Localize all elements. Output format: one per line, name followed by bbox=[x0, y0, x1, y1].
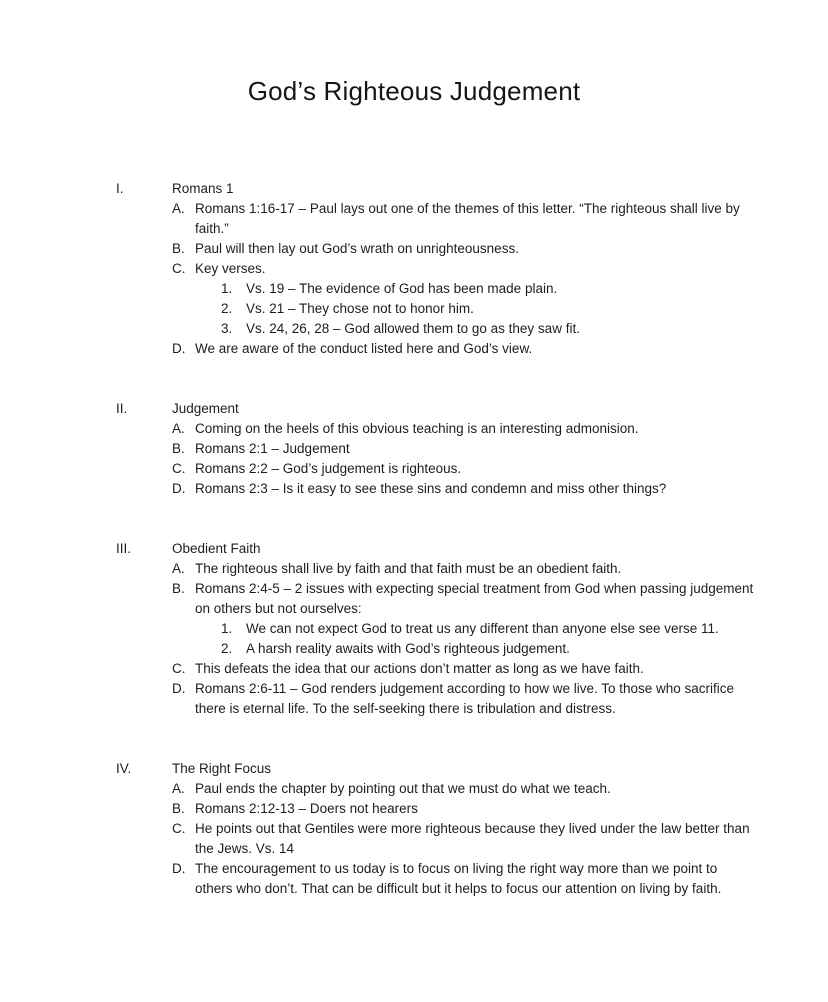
outline-section bbox=[0, 759, 828, 899]
item-text: Key verses. bbox=[195, 261, 266, 276]
subitem-label: 3. bbox=[221, 321, 233, 336]
subitem-label: 1. bbox=[221, 281, 233, 296]
subitem-text: We can not expect God to treat us any different than anyone else see verse 11. bbox=[246, 621, 719, 636]
section-heading: The Right Focus bbox=[172, 761, 272, 776]
subitem-label: 2. bbox=[221, 641, 233, 656]
item-text: Paul will then lay out God’s wrath on unrighteousness. bbox=[195, 241, 519, 256]
outline-row bbox=[0, 659, 828, 679]
outline-row bbox=[0, 479, 828, 499]
item-label: C. bbox=[172, 821, 186, 836]
item-text: Romans 1:16-17 – Paul lays out one of the themes of this letter. “The righteous shall live by faith.” bbox=[195, 201, 740, 236]
item-label: B. bbox=[172, 581, 185, 596]
outline-row bbox=[0, 399, 828, 419]
subitem-text: Vs. 19 – The evidence of God has been made plain. bbox=[246, 281, 558, 296]
item-label: B. bbox=[172, 801, 185, 816]
outline-row bbox=[0, 779, 828, 799]
item-label: B. bbox=[172, 441, 185, 456]
item-text: Romans 2:1 – Judgement bbox=[195, 441, 350, 456]
item-label: C. bbox=[172, 461, 186, 476]
item-text: We are aware of the conduct listed here and God’s view. bbox=[195, 341, 533, 356]
item-text: Coming on the heels of this obvious teaching is an interesting admonision. bbox=[195, 421, 639, 436]
section-heading: Romans 1 bbox=[172, 181, 234, 196]
item-label: C. bbox=[172, 661, 186, 676]
section-numeral: IV. bbox=[116, 761, 132, 776]
outline-section bbox=[0, 539, 828, 719]
section-numeral: III. bbox=[116, 541, 132, 556]
outline-row bbox=[0, 539, 828, 559]
item-text: This defeats the idea that our actions don’t matter as long as we have faith. bbox=[195, 661, 644, 676]
section-heading: Obedient Faith bbox=[172, 541, 261, 556]
outline-row bbox=[0, 559, 828, 579]
item-label: A. bbox=[172, 561, 185, 576]
item-text: Romans 2:6-11 – God renders judgement according to how we live. To those who sacrifice there is eternal life. To the self-seeking there is tribulation and distress. bbox=[195, 681, 735, 716]
outline-row bbox=[0, 579, 828, 619]
section-numeral: II. bbox=[116, 401, 128, 416]
item-text: Romans 2:2 – God’s judgement is righteous. bbox=[195, 461, 462, 476]
item-text: Romans 2:3 – Is it easy to see these sins and condemn and miss other things? bbox=[195, 481, 667, 496]
outline-section bbox=[0, 179, 828, 359]
outline-row bbox=[0, 819, 828, 859]
item-label: B. bbox=[172, 241, 185, 256]
outline-row bbox=[0, 339, 828, 359]
subitem-text: Vs. 21 – They chose not to honor him. bbox=[246, 301, 474, 316]
item-label: D. bbox=[172, 481, 186, 496]
item-text: The encouragement to us today is to focus on living the right way more than we point to others who don’t. That can be difficult but it helps to focus our attention on living by faith. bbox=[195, 861, 722, 896]
document-title: God’s Righteous Judgement bbox=[247, 76, 581, 106]
item-label: D. bbox=[172, 861, 186, 876]
subitem-text: A harsh reality awaits with God’s righteous judgement. bbox=[246, 641, 570, 656]
outline-row bbox=[0, 179, 828, 199]
item-label: A. bbox=[172, 781, 185, 796]
outline-row bbox=[0, 759, 828, 779]
outline-row bbox=[0, 199, 828, 239]
item-text: He points out that Gentiles were more righteous because they lived under the law better than the Jews. Vs. 14 bbox=[195, 821, 750, 856]
outline-row bbox=[0, 799, 828, 819]
outline-row bbox=[0, 239, 828, 259]
outline-row bbox=[0, 459, 828, 479]
section-numeral: I. bbox=[116, 181, 124, 196]
item-text: The righteous shall live by faith and that faith must be an obedient faith. bbox=[195, 561, 622, 576]
outline-row bbox=[0, 859, 828, 899]
outline-row bbox=[0, 439, 828, 459]
outline-row bbox=[0, 299, 828, 319]
item-label: D. bbox=[172, 341, 186, 356]
subitem-label: 1. bbox=[221, 621, 233, 636]
outline bbox=[0, 179, 828, 899]
subitem-label: 2. bbox=[221, 301, 233, 316]
item-text: Paul ends the chapter by pointing out that we must do what we teach. bbox=[195, 781, 611, 796]
outline-row bbox=[0, 619, 828, 639]
section-heading: Judgement bbox=[172, 401, 239, 416]
outline-row bbox=[0, 259, 828, 279]
outline-row bbox=[0, 319, 828, 339]
outline-row bbox=[0, 679, 828, 719]
item-text: Romans 2:12-13 – Doers not hearers bbox=[195, 801, 418, 816]
item-text: Romans 2:4-5 – 2 issues with expecting special treatment from God when passing judgement on others but not ourselves: bbox=[195, 581, 754, 616]
item-label: A. bbox=[172, 201, 185, 216]
outline-row bbox=[0, 279, 828, 299]
item-label: D. bbox=[172, 681, 186, 696]
item-label: A. bbox=[172, 421, 185, 436]
item-label: C. bbox=[172, 261, 186, 276]
subitem-text: Vs. 24, 26, 28 – God allowed them to go as they saw fit. bbox=[246, 321, 580, 336]
outline-row bbox=[0, 639, 828, 659]
outline-section bbox=[0, 399, 828, 499]
outline-row bbox=[0, 419, 828, 439]
